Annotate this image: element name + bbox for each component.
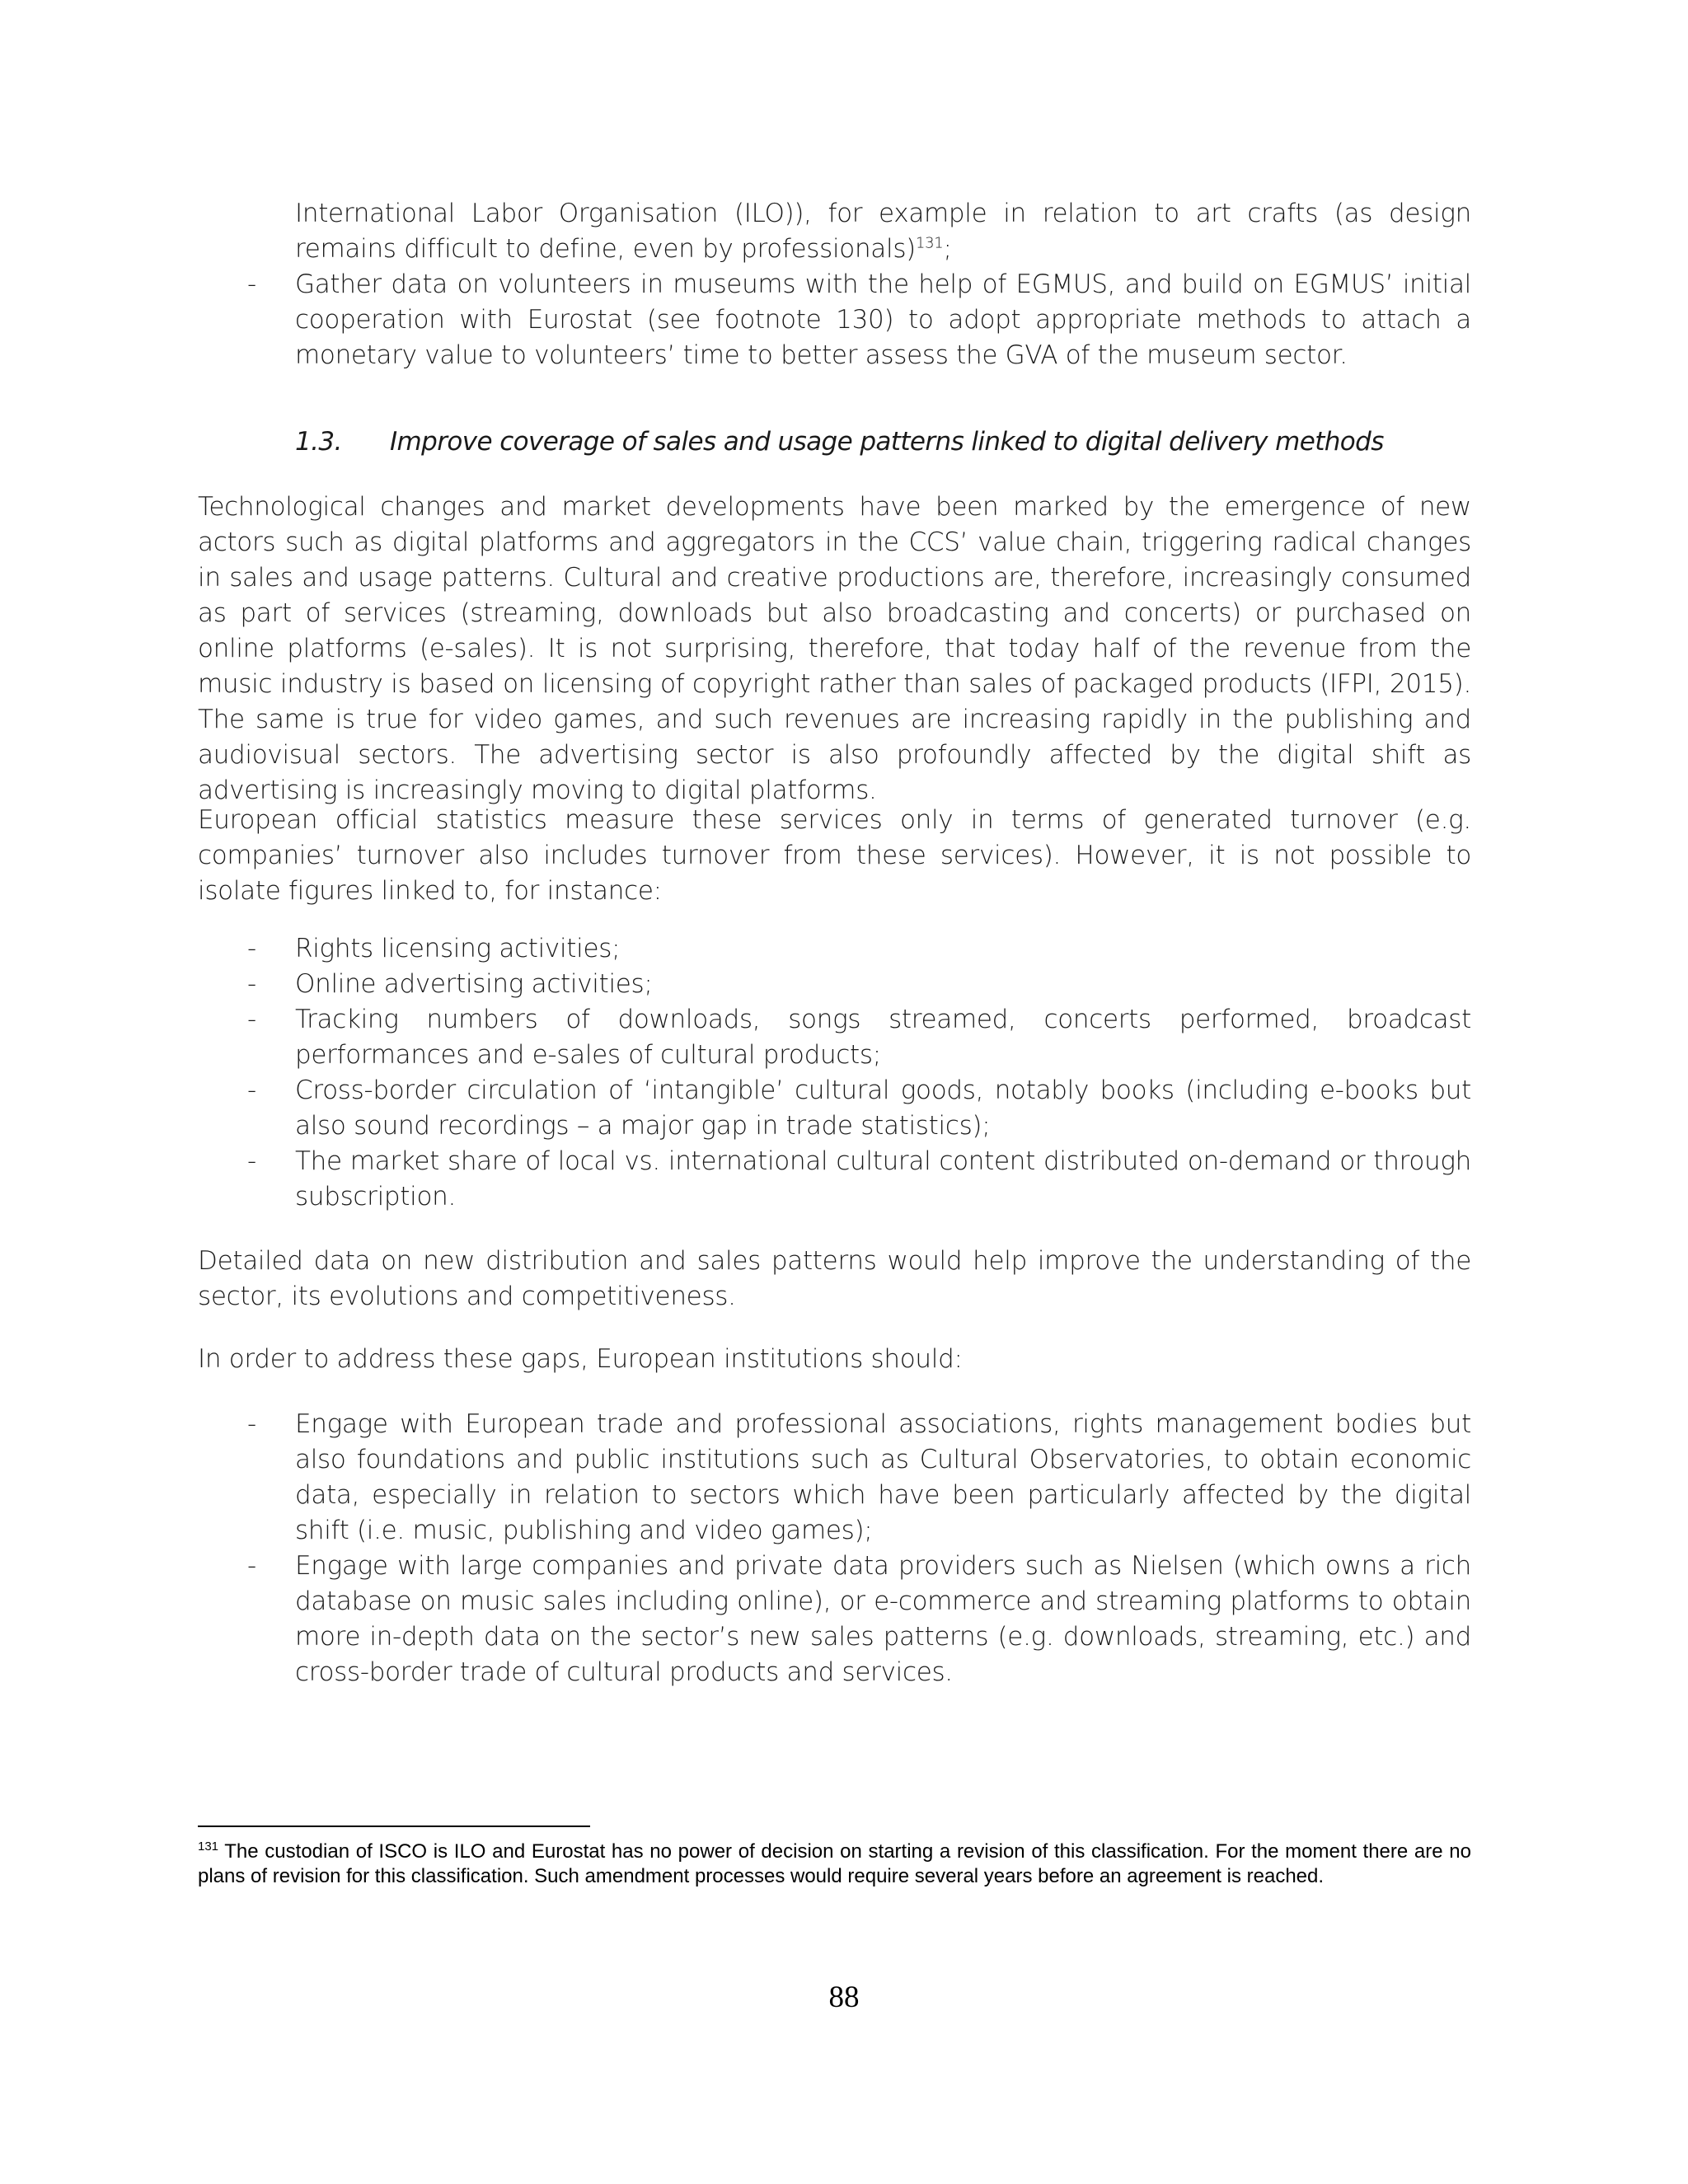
- dash-bullet: -: [247, 1146, 256, 1176]
- section-title: Improve coverage of sales and usage patterns linked to digital delivery methods: [390, 427, 1384, 457]
- dash-bullet: -: [247, 969, 256, 999]
- list-item-text: Engage with large companies and private data providers such as Nielsen (which owns a rich database on music sales including online), or e-commerce and streaming platforms to obtain more in-depth data on the sector’s new sales patterns (e.g. downloads, streaming, etc.) and cross-border trade of cultural products and services.: [295, 1551, 1471, 1687]
- list-item-text: Gather data on volunteers in museums with the help of EGMUS, and build on EGMUS’ initial cooperation with Eurostat (see footnote 130) to adopt appropriate methods to attach a monetary value to volunteers’ time to better assess the GVA of the museum sector.: [295, 269, 1471, 370]
- paragraph-official-statistics: European official statistics measure these services only in terms of generated turnover (e.g. companies’ turnover also includes turnover from these services). However, it is not possible to isolate figures linked to, for instance:: [198, 805, 1471, 906]
- gaps-list: [198, 931, 1471, 1215]
- footnote-divider: [198, 1825, 590, 1827]
- list-item: [198, 1407, 1471, 1549]
- list-item: [198, 1002, 1471, 1073]
- list-item: [198, 1549, 1471, 1690]
- footnote-text: The custodian of ISCO is ILO and Eurostat has no power of decision on starting a revision of this classification. For the moment there are no plans of revision for this classification. Such amendment processes would require several years before an agreement is reached.: [198, 1840, 1471, 1887]
- dash-bullet: -: [247, 1409, 256, 1439]
- list-item-text: Tracking numbers of downloads, songs streamed, concerts performed, broadcast performances and e-sales of cultural products;: [295, 1005, 1471, 1070]
- continuation-paragraph: [295, 196, 1471, 267]
- list-item: [198, 931, 1471, 967]
- list-item-text: Cross-border circulation of ‘intangible’ cultural goods, notably books (including e-books but also sound recordings – a major gap in trade statistics);: [295, 1076, 1471, 1141]
- dash-bullet: -: [247, 1076, 256, 1105]
- list-item: [198, 267, 1471, 373]
- dash-bullet: -: [247, 1551, 256, 1581]
- dash-bullet: -: [247, 934, 256, 963]
- footnote-number: 131: [198, 1840, 219, 1854]
- list-item-text: Rights licensing activities;: [295, 934, 621, 963]
- list-item-text: The market share of local vs. international cultural content distributed on-demand or through subscription.: [295, 1146, 1471, 1212]
- volunteers-list: [198, 267, 1471, 373]
- list-item: [198, 1073, 1471, 1144]
- list-item-text: Engage with European trade and professional associations, rights management bodies but also foundations and public institutions such as Cultural Observatories, to obtain economic data, especially in relation to sectors which have been particularly affected by the digital shift (i.e. music, publishing and video games);: [295, 1409, 1471, 1545]
- paragraph-detailed-data: Detailed data on new distribution and sales patterns would help improve the understanding of the sector, its evolutions and competitiveness.: [198, 1246, 1471, 1311]
- footnote-131: [198, 1840, 1471, 1889]
- section-heading: [295, 427, 1384, 457]
- list-item-text: Online advertising activities;: [295, 969, 653, 999]
- continuation-tail: ;: [943, 234, 952, 264]
- list-item: [198, 1144, 1471, 1215]
- continuation-text: International Labor Organisation (ILO)), for example in relation to art crafts (as design remains difficult to define, even by professionals): [295, 199, 1471, 264]
- dash-bullet: -: [247, 269, 256, 299]
- paragraph-address-gaps: In order to address these gaps, European institutions should:: [198, 1344, 963, 1374]
- recommendations-list: [198, 1407, 1471, 1690]
- paragraph-technological-changes: Technological changes and market developments have been marked by the emergence of new actors such as digital platforms and aggregators in the CCS’ value chain, triggering radical changes in sales and usage patterns. Cultural and creative productions are, therefore, increasingly consumed as part of services (streaming, downloads but also broadcasting and concerts) or purchased on online platforms (e-sales). It is not surprising, therefore, that today half of the revenue from the music industry is based on licensing of copyright rather than sales of packaged products (IFPI, 2015). The same is true for video games, and such revenues are increasing rapidly in the publishing and audiovisual sectors. The advertising sector is also profoundly affected by the digital shift as advertising is increasingly moving to digital platforms.: [198, 492, 1471, 805]
- footnote-ref-131[interactable]: 131: [915, 234, 944, 252]
- section-number: 1.3.: [295, 427, 342, 457]
- dash-bullet: -: [247, 1005, 256, 1034]
- list-item: [198, 967, 1471, 1002]
- page-number: 88: [828, 1980, 860, 2014]
